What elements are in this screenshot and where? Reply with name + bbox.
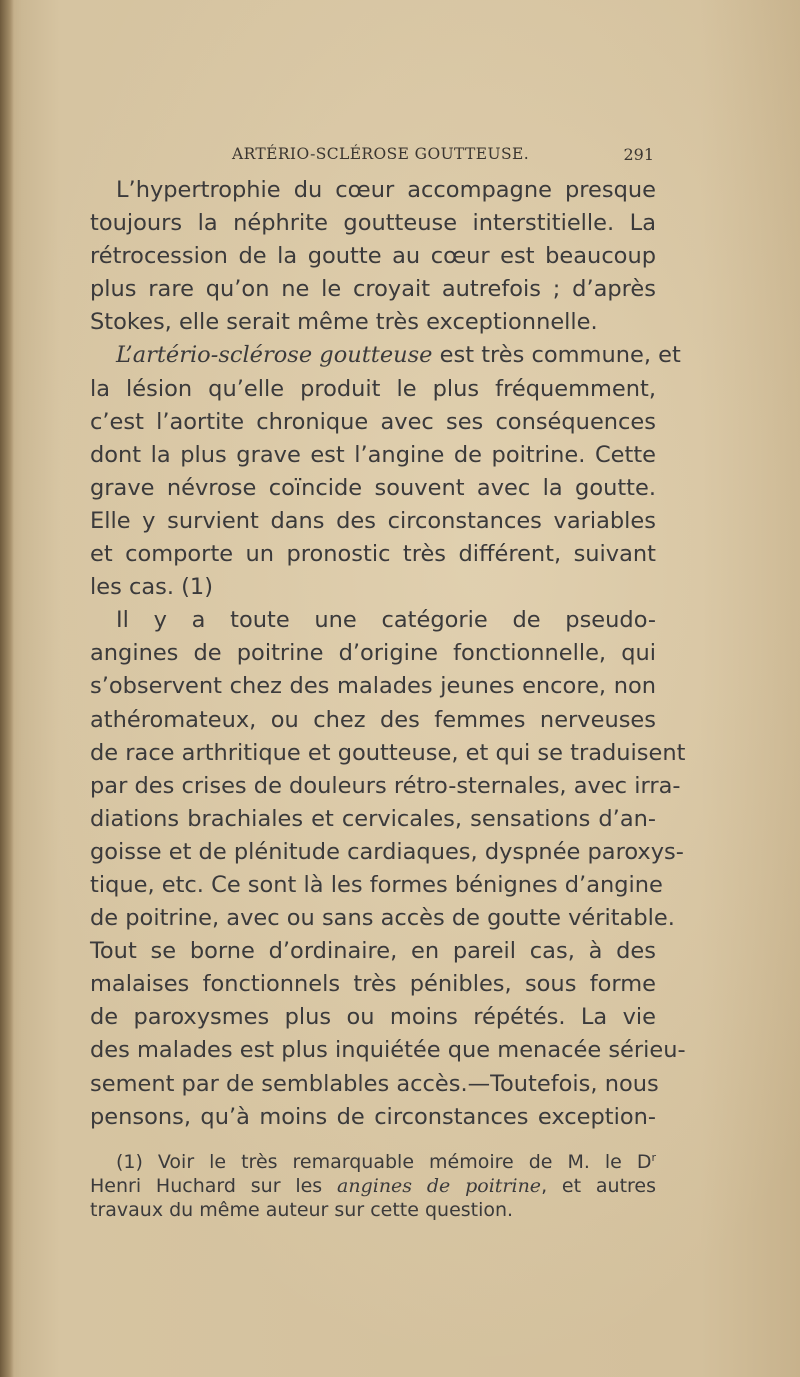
text-line: des malades est plus inquiétée que menacée sérieu-	[90, 1037, 686, 1064]
text-line: de paroxysmes plus ou moins répétés. La vie	[90, 1004, 656, 1031]
footnote	[90, 1150, 656, 1222]
footnote-superscript: r	[651, 1151, 656, 1164]
text-line: goisse et de plénitude cardiaques, dyspnée paroxys-	[90, 838, 684, 865]
text-line: et comporte un pronostic très différent, suivant	[90, 541, 656, 568]
text-line: tique, etc. Ce sont là les formes bénignes d’angine	[90, 871, 663, 898]
footnote-line	[90, 1150, 656, 1174]
text-line: athéromateux, ou chez des femmes nerveuses	[90, 706, 656, 733]
text-line: de race arthritique et goutteuse, et qui se traduisent	[90, 739, 686, 766]
text-line: diations brachiales et cervicales, sensations d’an-	[90, 805, 656, 832]
body-text	[90, 174, 686, 1134]
text-line: pensons, qu’à moins de circonstances exception-	[90, 1103, 656, 1130]
footnote-text: , et autres	[541, 1175, 656, 1197]
text-line: de poitrine, avec ou sans accès de goutte véritable.	[90, 905, 675, 932]
text-line: dont la plus grave est l’angine de poitrine. Cette	[90, 441, 656, 468]
text-line: angines de poitrine d’origine fonctionnelle, qui	[90, 640, 656, 667]
footnote-line: travaux du même auteur sur cette question.	[90, 1199, 514, 1221]
text-line: les cas. (1)	[90, 574, 214, 601]
text-line: c’est l’aortite chronique avec ses conséquences	[90, 408, 656, 435]
text-line: L’hypertrophie du cœur accompagne presque	[116, 177, 656, 203]
text-line: Elle y survient dans des circonstances variables	[90, 507, 656, 534]
page-header	[90, 145, 656, 169]
text-line: par des crises de douleurs rétro-sternales, avec irra-	[90, 772, 681, 799]
text-fragment: est très commune, et	[439, 342, 681, 369]
text-line: Stokes, elle serait même très exceptionnelle.	[90, 309, 598, 336]
text-line: plus rare qu’on ne le croyait autrefois ; d’après	[90, 276, 656, 303]
text-line: toujours la néphrite goutteuse interstitielle. La	[90, 210, 656, 237]
text-line: rétrocession de la goutte au cœur est beaucoup	[90, 243, 656, 270]
running-title: ARTÉRIO-SCLÉROSE GOUTTEUSE.	[232, 145, 530, 163]
book-spine-shadow	[0, 0, 14, 1377]
text-line: sement par de semblables accès.—Toutefois, nous	[90, 1070, 659, 1097]
footnote-text: Henri Huchard sur les	[90, 1175, 338, 1197]
text-line-with-italic	[90, 339, 681, 372]
footnote-line	[90, 1174, 656, 1198]
page-number: 291	[623, 145, 654, 164]
text-line: malaises fonctionnels très pénibles, sous forme	[90, 971, 656, 998]
text-line: Il y a toute une catégorie de pseudo-	[116, 607, 656, 634]
text-line: grave névrose coïncide souvent avec la goutte.	[90, 474, 656, 501]
footnote-italic-term: angines de poitrine	[337, 1175, 542, 1197]
text-line: la lésion qu’elle produit le plus fréquemment,	[90, 375, 656, 402]
footnote-text: (1) Voir le très remarquable mémoire de M. le D	[116, 1151, 652, 1173]
italic-term: L’artério-sclérose goutteuse	[116, 342, 433, 369]
text-line: s’observent chez des malades jeunes encore, non	[90, 673, 656, 700]
text-line: Tout se borne d’ordinaire, en pareil cas, à des	[90, 938, 656, 965]
